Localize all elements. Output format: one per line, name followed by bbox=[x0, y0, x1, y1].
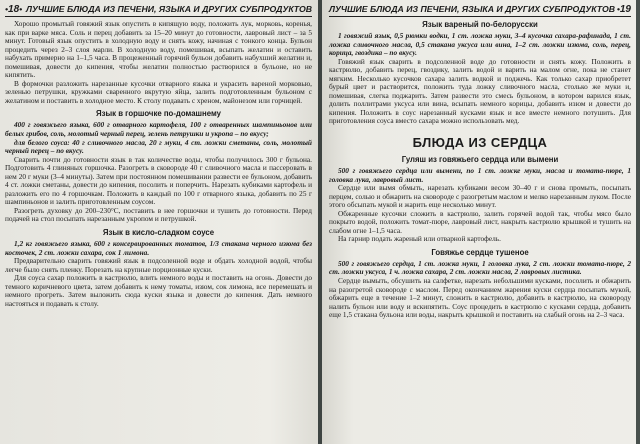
paragraph: Хорошо промытый говяжий язык опустить в кипящую воду, положить лук, морковь, коренья, как при варке мяса. Соль и перец добавить за 15–20 минут до готовности, лавровый лист – за 5 минут. Готовый язык опустить в холодную воду и снять кожу, начиная с тонкого конца. Бульон процедить через 2–3 слоя марли. В холодную воду, помешивая, всыпать желатин и оставить набухать примерно на 1–1,5 часа. В процеженный горячий бульон добавить набухший желатин и, помешивая, довести до кипения, чтобы желатин полностью растворился в бульоне, но не кипятить. bbox=[5, 19, 312, 80]
page-edge bbox=[636, 0, 640, 444]
recipe-title: Язык в горшочке по-домашнему bbox=[96, 109, 221, 119]
ingredients: 500 г говяжьего сердца, 1 ст. ложка муки, 1 головка лука, 2 ст. ложки томата-пюре, 2 ст. ложки уксуса, 1 ч. ложка сахара, 2 ст. ложки масла, 2 лавровых листика. bbox=[329, 258, 631, 277]
chapter-title: БЛЮДА ИЗ СЕРДЦА bbox=[412, 135, 548, 151]
paragraph: Для соуса сахар положить в кастрюлю, влить немного воды и поставить на огонь. Довести до темного коричневого цвета, затем добавить к нему томаты, изюм, сок лимона, все перемешать и немного прогреть. Затем выложить сюда куски языка и довести до кипения. Дать немного настояться и подавать к столу. bbox=[5, 273, 312, 308]
recipe-title: Гуляш из говяжьего сердца или вымени bbox=[401, 155, 559, 165]
paragraph: Обжаренные кусочки сложить в кастрюлю, залить горячей водой так, чтобы мясо было покрыто водой, положить томат-пюре, лавровый лист, накрыть кастрюлю крышкой и тушить на слабом огне 1–1,5 часа. bbox=[329, 208, 631, 235]
paragraph: Предварительно сварить говяжий язык в подсоленной воде и обдать холодной водой, чтобы легче было снять пленку. Порезать на крупные порционные куски. bbox=[5, 256, 312, 274]
paragraph: На гарнир подать жареный или отварной картофель. bbox=[338, 234, 501, 244]
ingredients: для белого соуса: 40 г сливочного масла, 20 г муки, 4 ст. ложки сметаны, соль, молотый черный перец – по вкусу. bbox=[5, 137, 312, 156]
ingredients: 500 г говяжьего сердца или вымени, по 1 ст. ложке муки, масла и томата-пюре, 1 головка лука, лавровый лист. bbox=[329, 166, 631, 184]
recipe-title: Язык вареный по-белорусски bbox=[422, 20, 538, 29]
right-running-head bbox=[329, 4, 631, 17]
paragraph: Сварить почти до готовности язык в так количестве воды, чтобы получилось 300 г бульона. Подготовить 4 глиняных горшочка. Разогреть в сковороде 40 г сливочного масла и пассеровать в нем 20 г муки (3–4 минуты). Затем при постоянном помешивании развести ее бульоном, добавить 4 ст. ложки сметаны, довести до кипения, посолить и поперчить. Нарезать кубиками картофель и разложить его по 4 горшочкам. Положить в каждый по 100 г отварного языка, добавить по 25 г шампиньонов и залить приготовленным соусом. bbox=[5, 154, 312, 207]
ingredients: 1,2 кг говяжьего языка, 600 г консервированных томатов, 1/3 стакана черного изюма без косточек, 2 ст. ложки сахара, сок 1 лимона. bbox=[5, 239, 312, 257]
recipe-title: Говяжье сердце тушеное bbox=[431, 247, 529, 257]
left-running-title: ЛУЧШИЕ БЛЮДА ИЗ ПЕЧЕНИ, ЯЗЫКА И ДРУГИХ СУБПРОДУКТОВ bbox=[26, 4, 312, 14]
right-running-title: ЛУЧШИЕ БЛЮДА ИЗ ПЕЧЕНИ, ЯЗЫКА И ДРУГИХ СУБПРОДУКТОВ bbox=[329, 4, 615, 14]
paragraph: Сердце или вымя обмыть, нарезать кубиками весом 30–40 г и снова промыть, посыпать перцем, солью и обжарить на сковороде с разогретым маслом и мелко нарезанным луком. После этого обсыпать мукой и жарить еще несколько минут. bbox=[329, 183, 631, 210]
recipe-title: Язык в кисло-сладком соусе bbox=[102, 228, 215, 238]
left-page-number: •18• bbox=[5, 4, 23, 15]
right-page-number: •19 bbox=[616, 4, 631, 15]
left-running-head bbox=[5, 4, 312, 17]
paragraph: Сердце вымыть, обсушить на салфетке, нарезать небольшими кусками, посолить и обжарить на разогретой сковороде с маслом. Перед окончанием жарения куски сердца посыпать мукой, обжарить еще в течение 1–2 минут, сложить в кастрюлю, добавить в кастрюлю, на сковороду налить бульон или воду и вскипятить. Соус процедить в кастрюлю с кусками сердца, добавить еще 1,5 стакана бульона или воды, накрыть крышкой и поставить на слабый огонь на 2–3 часа. bbox=[329, 276, 631, 320]
paragraph: В формочки разложить нарезанные кусочки отварного языка и украсить вареной морковью, зеленью петрушки, кружками сваренного вкрутую яйца, залить подготовленным бульоном с желатином и поставить в холодное место. К столу подавать с хреном, майонезом или горчицей. bbox=[5, 78, 312, 105]
paragraph: Разогреть духовку до 200–230°С, поставить в нее горшочки и тушить до готовности. Перед подачей на стол посыпать нарезанным укропом и петрушкой. bbox=[5, 205, 312, 224]
ingredients: 400 г говяжьего языка, 600 г отварного картофеля, 100 г отваренных шампиньонов или белых грибов, соль, молотый черный перец, зелень петрушки и укропа – по вкусу; bbox=[5, 120, 312, 139]
paragraph: Говяжий язык сварить в подсоленной воде до готовности и снять кожу. Положить в кастрюлю, добавить перец, гвоздику, залить водой и варить на малом огне, пока не станет мягким. Несколько кусочков сахара залить водкой и поджечь. Как только сахар приобретет бурый цвет и растворится, положить туда ложку сливочного масла, столько же муки и, помешивая, слегка поджарить. Затем развести это смесь бульоном, в котором варился язык, долить поллитрами уксуса или вина, всыпать немного корицы, добавить изюм и довести до кипения. Положить в соус нарезанный кусками язык и все вместе немного потушить. Для приготовления соуса вместо сахара можно использовать мед. bbox=[329, 56, 631, 126]
left-page bbox=[0, 0, 318, 444]
right-page bbox=[322, 0, 636, 444]
ingredients: 1 говяжий язык, 0,5 рюмки водки, 1 ст. ложка муки, 3–4 кусочка сахара-рафинада, 1 ст. ложка сливочного масла, 0,5 стакана уксуса или вина, 1–2 ст. ложки изюма, соль, перец, корица, гвоздика – по вкусу. bbox=[329, 31, 631, 58]
